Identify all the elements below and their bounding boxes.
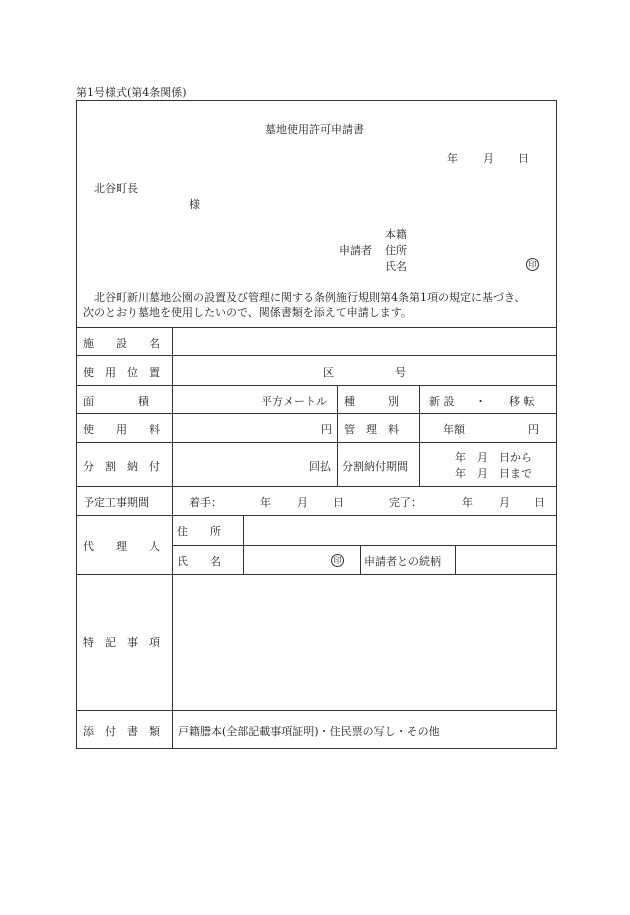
location-field[interactable]	[173, 356, 556, 385]
schedule-label: 予定工事期間	[83, 496, 149, 509]
installment-period-to: 年 月 日まで	[455, 467, 532, 480]
application-form	[76, 100, 557, 749]
location-label: 使 用 位 置	[83, 366, 160, 379]
type-label: 種 別	[344, 395, 399, 408]
notes-field[interactable]	[173, 575, 556, 710]
attachments-label: 添 付 書 類	[83, 725, 160, 738]
form-title: 墓地使用許可申請書	[265, 123, 364, 136]
area-label: 面 積	[83, 395, 149, 408]
form-number: 第1号様式(第4条関係)	[76, 86, 187, 99]
type-option-new[interactable]: 新 設	[429, 395, 455, 408]
location-ku: 区	[323, 366, 334, 379]
date-day: 日	[518, 152, 529, 165]
schedule-start-year: 年	[260, 496, 271, 509]
management-fee-unit: 円	[528, 423, 539, 436]
area-unit: 平方メートル	[261, 395, 327, 408]
schedule-start-month: 月	[297, 496, 308, 509]
management-fee-label: 管 理 料	[344, 423, 399, 436]
agent-relation-label: 申請者との続柄	[364, 555, 441, 568]
schedule-start: 着手：	[189, 496, 222, 509]
addressee-honorific: 様	[189, 198, 200, 211]
notes-label: 特 記 事 項	[83, 636, 160, 649]
usage-fee-label: 使 用 料	[83, 423, 160, 436]
management-fee-annual: 年額	[443, 423, 465, 436]
agent-address-label: 住 所	[177, 525, 221, 538]
agent-name-label: 氏 名	[177, 555, 221, 568]
schedule-end-month: 月	[499, 496, 510, 509]
date-year: 年	[447, 152, 458, 165]
agent-seal-icon: 印	[331, 554, 344, 567]
agent-label: 代 理 人	[83, 540, 160, 553]
installment-unit: 回払	[309, 460, 331, 473]
facility-name-field[interactable]	[173, 328, 556, 355]
installment-period-label: 分割納付期間	[342, 460, 408, 473]
installment-label: 分 割 納 付	[83, 460, 160, 473]
intro-line-1: 北谷町新川墓地公園の設置及び管理に関する条例施行規則第4条第1項の規定に基づき、	[94, 291, 526, 304]
applicant-honseki: 本籍	[385, 228, 407, 241]
usage-fee-unit: 円	[321, 423, 332, 436]
applicant-label: 申請者	[339, 244, 372, 257]
agent-relation-field[interactable]	[456, 546, 556, 574]
type-option-separator: ・	[475, 395, 486, 408]
addressee-mayor: 北谷町長	[94, 182, 138, 195]
applicant-address: 住所	[385, 244, 407, 257]
intro-line-2: 次のとおり墓地を使用したいので、関係書類を添えて申請します。	[83, 306, 412, 319]
schedule-end-day: 日	[534, 496, 545, 509]
date-month: 月	[483, 152, 494, 165]
applicant-name: 氏名	[385, 260, 407, 273]
applicant-seal-icon: 印	[526, 258, 539, 271]
facility-name-label: 施 設 名	[83, 337, 160, 350]
agent-address-field[interactable]	[244, 516, 556, 545]
type-option-move[interactable]: 移 転	[509, 395, 535, 408]
schedule-end-year: 年	[462, 496, 473, 509]
attachments-value: 戸籍謄本(全部記載事項証明)・住民票の写し・その他	[178, 725, 440, 738]
installment-period-from: 年 月 日から	[455, 451, 532, 464]
schedule-end: 完了：	[389, 496, 422, 509]
usage-fee-field[interactable]	[173, 414, 337, 442]
schedule-start-day: 日	[333, 496, 344, 509]
location-go: 号	[395, 366, 406, 379]
